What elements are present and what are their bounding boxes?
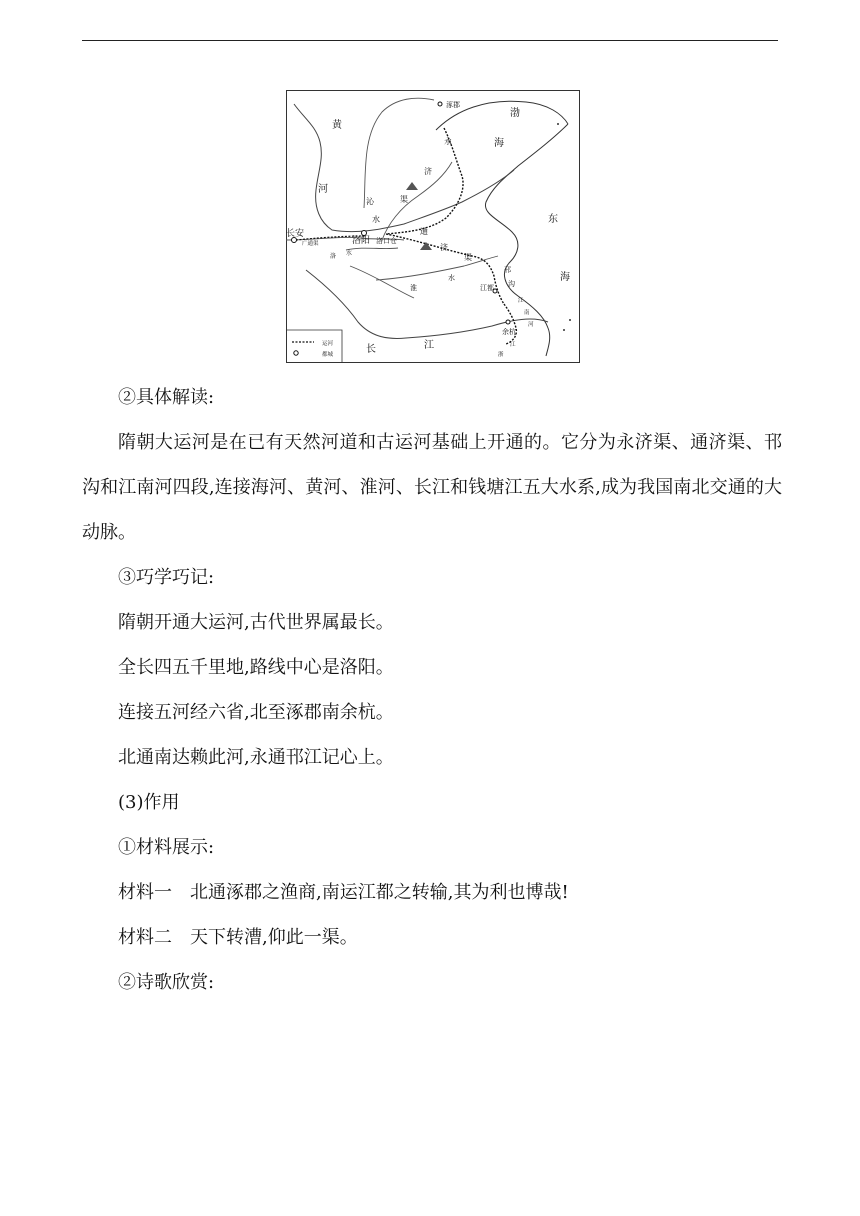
verse-line-2: 全长四五千里地,路线中心是洛阳。 [118, 657, 394, 678]
label-huai-2: 水 [448, 274, 455, 282]
material-two: 材料二 天下转漕,仰此一渠。 [118, 927, 358, 948]
label-zhuojun: 涿郡 [446, 101, 460, 109]
verse-line-4: 北通南达赖此河,永通邗江记心上。 [118, 747, 394, 768]
label-donghai-2: 海 [560, 272, 570, 283]
label-yongji-1: 永 [444, 137, 452, 146]
paragraph-interpretation: 隋朝大运河是在已有天然河道和古运河基础上开通的。它分为永济渠、通济渠、邗沟和江南河四段,连接海河、黄河、淮河、长江和钱塘江五大水系,成为我国南北交通的大动脉。 [82, 432, 782, 543]
label-huang-2: 河 [318, 184, 328, 195]
verse-line-3: 连接五河经六省,北至涿郡南余杭。 [118, 702, 394, 723]
label-bohai-2: 海 [494, 138, 504, 149]
label-jiangdu: 江都 [480, 284, 494, 292]
label-luokoucang: 洛口仓 [376, 237, 397, 245]
label-tongji-3: 渠 [464, 253, 472, 262]
label-huang-1: 黄 [332, 120, 342, 131]
section-heading-function: (3)作用 [118, 792, 180, 813]
label-donghai-1: 东 [548, 214, 558, 225]
sub-heading-materials: ①材料展示: [118, 837, 215, 858]
label-chang-2: 江 [424, 340, 434, 351]
label-hangou-1: 邗 [504, 266, 511, 274]
label-tongji-1: 通 [420, 227, 428, 236]
label-huai-1: 淮 [410, 284, 417, 292]
sui-grand-canal-map [286, 90, 580, 363]
legend-city: 都城 [322, 352, 334, 358]
label-yuhang: 余杭 [502, 328, 516, 336]
label-luoyang: 洛阳 [352, 236, 371, 246]
header-rule [82, 40, 778, 41]
label-zhe-1: 浙 [498, 352, 504, 358]
label-shui: 水 [346, 250, 353, 257]
label-jiangnan-3: 河 [528, 322, 534, 328]
label-changan: 长安 [286, 229, 305, 239]
label-yongji-2: 济 [424, 167, 432, 176]
label-chang-1: 长 [366, 344, 376, 355]
sub-heading-mnemonic: ③巧学巧记: [118, 567, 215, 588]
label-jiangnan-2: 南 [524, 310, 530, 316]
label-zhe-2: 江 [510, 342, 516, 348]
sub-heading-poetry: ②诗歌欣赏: [118, 972, 215, 993]
verse-line-1: 隋朝开通大运河,古代世界属最长。 [118, 612, 394, 633]
label-bohai-1: 渤 [510, 108, 520, 119]
label-jiangnan-1: 江 [518, 298, 524, 304]
label-luo: 洛 [330, 253, 337, 260]
material-one: 材料一 北通涿郡之渔商,南运江都之转输,其为利也博哉! [118, 882, 569, 903]
label-guangtong: 广通渠 [302, 241, 319, 247]
label-hangou-2: 沟 [508, 280, 515, 288]
label-qin-2: 水 [372, 215, 380, 224]
sub-heading-interpretation: ②具体解读: [118, 387, 215, 408]
label-tongji-2: 济 [440, 243, 448, 252]
label-yongji-3: 渠 [400, 195, 408, 204]
label-qin-1: 沁 [366, 197, 374, 206]
legend-canal: 运河 [322, 341, 334, 347]
